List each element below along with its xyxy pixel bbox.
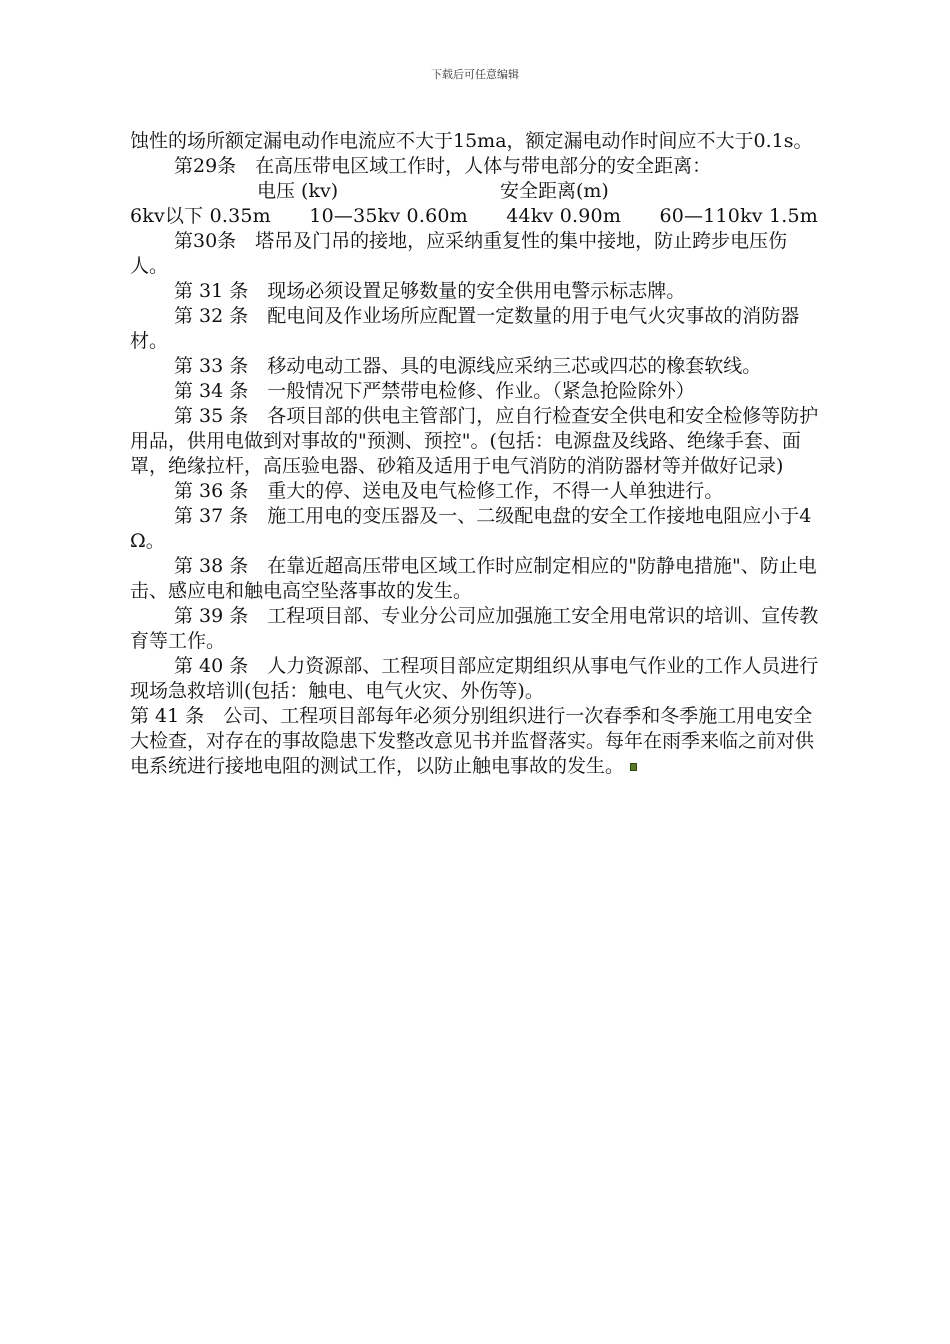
article-39: 第 39 条 工程项目部、专业分公司应加强施工安全用电常识的培训、宣传教育等工作。 <box>130 605 819 652</box>
article-36: 第 36 条 重大的停、送电及电气检修工作，不得一人单独进行。 <box>174 480 724 502</box>
distance-column-header: 安全距离(m) <box>500 180 609 202</box>
article-37: 第 37 条 施工用电的变压器及一、二级配电盘的安全工作接地电阻应小于4Ω。 <box>130 505 812 552</box>
page-header: 下载后可任意编辑 <box>431 68 519 81</box>
document-body <box>130 129 825 779</box>
article-38: 第 38 条 在靠近超高压带电区域工作时应制定相应的"防静电措施"、防止电击、感应电和触电高空坠落事故的发生。 <box>130 555 817 602</box>
end-of-document-mark <box>630 763 637 771</box>
article-34: 第 34 条 一般情况下严禁带电检修、作业。（紧急抢险除外） <box>174 380 695 402</box>
article-35: 第 35 条 各项目部的供电主管部门，应自行检查安全供电和安全检修等防护用品，供用电做到对事故的"预测、预控"。(包括：电源盘及线路、绝缘手套、面罩，绝缘拉杆，高压验电器、砂箱及适用于电气消防的消防器材等并做好记录) <box>130 405 819 477</box>
safety-distance-table-row: 6kv以下 0.35m 10—35kv 0.60m 44kv 0.90m 60—110kv 1.5m <box>130 205 819 227</box>
article-29: 第29条 在高压带电区域工作时，人体与带电部分的安全距离： <box>174 155 712 177</box>
article-32: 第 32 条 配电间及作业场所应配置一定数量的用于电气火灾事故的消防器材。 <box>130 305 800 352</box>
article-40: 第 40 条 人力资源部、工程项目部应定期组织从事电气作业的工作人员进行现场急救培训(包括：触电、电气火灾、外伤等)。 <box>130 655 819 702</box>
article-30: 第30条 塔吊及门吊的接地，应采纳重复性的集中接地，防止跨步电压伤人。 <box>130 230 788 277</box>
article-33: 第 33 条 移动电动工器、具的电源线应采纳三芯或四芯的橡套软线。 <box>174 355 762 377</box>
paragraph-continuation: 蚀性的场所额定漏电动作电流应不大于15ma，额定漏电动作时间应不大于0.1s。 <box>130 130 813 152</box>
safety-distance-table-header <box>130 179 825 204</box>
article-31: 第 31 条 现场必须设置足够数量的安全供用电警示标志牌。 <box>174 280 686 302</box>
voltage-column-header: 电压 (kv) <box>257 180 339 202</box>
article-41-text: 第 41 条 公司、工程项目部每年必须分别组织进行一次春季和冬季施工用电安全大检查，对存在的事故隐患下发整改意见书并监督落实。每年在雨季来临之前对供电系统进行接地电阻的测试工作，以防止触电事故的发生。 <box>130 705 815 777</box>
article-41 <box>130 704 825 779</box>
